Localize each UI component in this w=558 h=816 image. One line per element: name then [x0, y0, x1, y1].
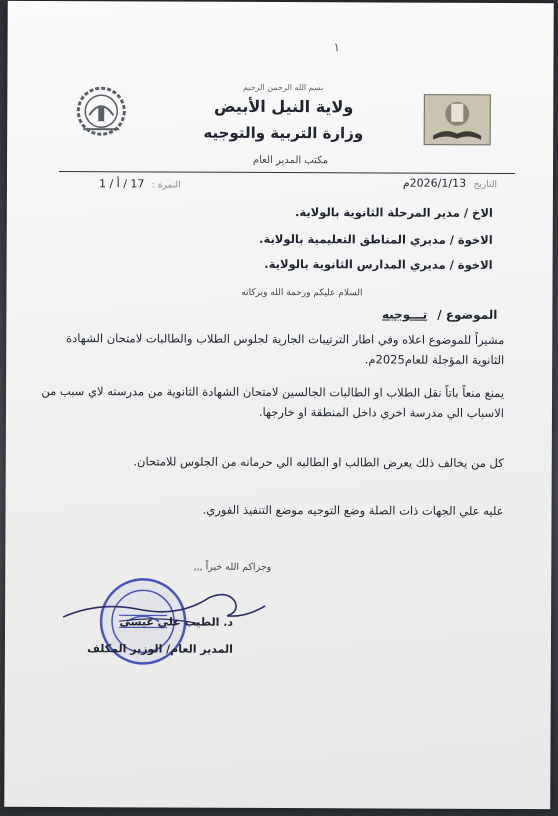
recipient-line: الاخوة / مديري المناطق التعليمية بالولاية. — [259, 231, 493, 247]
signer-name: د. الطيب علي عيسى — [119, 615, 234, 629]
signature-icon — [59, 587, 269, 636]
reference-label: النمرة : — [151, 180, 181, 191]
reference-value: 17 / أ / 1 — [98, 177, 145, 191]
header-divider — [59, 171, 515, 174]
stray-mark: ١ — [333, 40, 341, 55]
ministry-name: وزارة التربية والتوجيه — [203, 123, 364, 143]
body-paragraph: كل من يخالف ذلك يعرض الطالب او الطالبه الي حرمانه من الجلوس للامتحان. — [133, 454, 504, 470]
closing-thanks: وجزاكم الله خيراً ,,, — [193, 561, 272, 573]
date-label: التاريخ — [473, 179, 497, 190]
signer-title: المدير العام/ الوزير المكلف — [87, 642, 233, 656]
subject-value: تـــوجيه — [381, 307, 428, 322]
reference-line — [99, 177, 181, 190]
state-name: ولاية النيل الأبيض — [213, 96, 354, 117]
subject-line — [382, 307, 497, 322]
letter-page — [4, 1, 554, 809]
body-paragraph: عليه علي الجهات ذات الصلة وضع التوجيه موضع التنفيذ الفوري. — [202, 502, 504, 518]
body-paragraph: مشيراً للموضوع اعلاه وفي اطار الترتيبات الجارية لجلوس الطلاب والطالبات لامتحان الشهادة الثانوية المؤجلة للعام2025م. — [66, 331, 505, 367]
greeting: السلام عليكم ورحمة الله وبركاته — [241, 287, 363, 299]
date-line — [403, 177, 497, 190]
office-name: مكتب المدير العام — [252, 154, 329, 167]
ministry-emblem-icon — [423, 94, 491, 146]
state-emblem-icon — [69, 85, 133, 137]
recipient-line: الاخوة / مديري المدارس الثانوية بالولاية. — [264, 256, 493, 272]
recipient-line: الاخ / مدير المرحلة الثانوية بالولاية. — [294, 205, 493, 220]
body-paragraph: يمنع منعاً باتاً نقل الطلاب او الطالبات الجالسين لامتحان الشهادة الثانوية من مدرسته لاي سبب من الاسباب الي مدرسة اخري داخل المنطقة او خارجها. — [41, 383, 505, 420]
date-value: 2026/1/13م — [402, 176, 467, 190]
subject-label: الموضوع / — [437, 307, 498, 322]
basmala: بسم الله الرحمن الرحيم — [242, 82, 324, 93]
